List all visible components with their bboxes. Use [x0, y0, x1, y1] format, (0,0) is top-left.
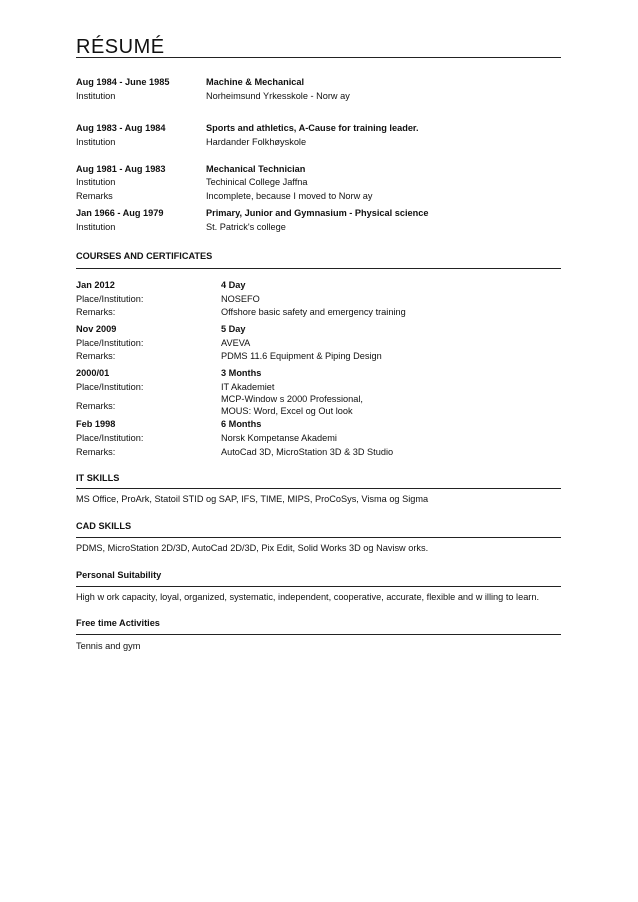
row-label: Remarks:	[76, 307, 116, 317]
row-label: Place/Institution:	[76, 338, 144, 348]
education-period: Jan 1966 - Aug 1979	[76, 208, 164, 218]
it-skills-heading: IT SKILLS	[76, 473, 120, 483]
course-period: Nov 2009	[76, 324, 117, 334]
row-label: Place/Institution:	[76, 294, 144, 304]
personal-rule	[76, 586, 561, 587]
row-label: Institution	[76, 137, 116, 147]
education-heading: Mechanical Technician	[206, 164, 306, 174]
row-label: Institution	[76, 222, 116, 232]
free-time-rule	[76, 634, 561, 635]
row-label: Remarks	[76, 191, 113, 201]
education-period: Aug 1984 - June 1985	[76, 77, 170, 87]
education-heading: Sports and athletics, A-Cause for training leader.	[206, 123, 419, 133]
row-value: Norsk Kompetanse Akademi	[221, 433, 337, 443]
row-value: AVEVA	[221, 338, 251, 348]
row-label: Remarks:	[76, 401, 116, 411]
row-value: AutoCad 3D, MicroStation 3D & 3D Studio	[221, 447, 394, 457]
row-label: Institution	[76, 91, 116, 101]
education-heading: Machine & Mechanical	[206, 77, 305, 87]
cad-skills-heading: CAD SKILLS	[76, 521, 132, 531]
row-value: Techinical College Jaffna	[206, 177, 308, 187]
courses-rule	[76, 268, 561, 269]
title-rule	[76, 57, 561, 58]
row-label: Place/Institution:	[76, 433, 144, 443]
education-heading: Primary, Junior and Gymnasium - Physical science	[206, 208, 429, 218]
row-value: Incomplete, because I moved to Norw ay	[206, 191, 373, 201]
cad-skills-text: PDMS, MicroStation 2D/3D, AutoCad 2D/3D, Pix Edit, Solid Works 3D og Navisw orks.	[76, 543, 429, 553]
row-value: IT Akademiet	[221, 382, 275, 392]
cad-skills-rule	[76, 537, 561, 538]
course-duration: 6 Months	[221, 419, 262, 429]
row-label: Institution	[76, 177, 116, 187]
free-time-text: Tennis and gym	[76, 641, 141, 651]
row-label: Remarks:	[76, 447, 116, 457]
it-skills-rule	[76, 488, 561, 489]
row-label: Place/Institution:	[76, 382, 144, 392]
free-time-heading: Free time Activities	[76, 618, 160, 628]
course-duration: 4 Day	[221, 280, 246, 290]
row-value: MOUS: Word, Excel og Out look	[221, 406, 353, 416]
row-value: St. Patrick's college	[206, 222, 286, 232]
education-period: Aug 1981 - Aug 1983	[76, 164, 166, 174]
course-period: Feb 1998	[76, 419, 116, 429]
row-value: Norheimsund Yrkesskole - Norw ay	[206, 91, 350, 101]
row-value: NOSEFO	[221, 294, 260, 304]
course-period: 2000/01	[76, 368, 110, 378]
personal-heading: Personal Suitability	[76, 570, 162, 580]
row-value: PDMS 11.6 Equipment & Piping Design	[221, 351, 382, 361]
course-period: Jan 2012	[76, 280, 115, 290]
courses-heading: COURSES AND CERTIFICATES	[76, 251, 213, 261]
page-title: RÉSUMÉ	[76, 36, 165, 58]
row-value: Hardander Folkhøyskole	[206, 137, 307, 147]
row-value: Offshore basic safety and emergency training	[221, 307, 406, 317]
row-value: MCP-Window s 2000 Professional,	[221, 394, 363, 404]
it-skills-text: MS Office, ProArk, Statoil STID og SAP, IFS, TIME, MIPS, ProCoSys, Visma og Sigma	[76, 494, 429, 504]
row-label: Remarks:	[76, 351, 116, 361]
course-duration: 3 Months	[221, 368, 262, 378]
education-period: Aug 1983 - Aug 1984	[76, 123, 166, 133]
course-duration: 5 Day	[221, 324, 246, 334]
personal-text: High w ork capacity, loyal, organized, systematic, independent, cooperative, accurate, flexible and w illing to learn.	[76, 592, 540, 602]
